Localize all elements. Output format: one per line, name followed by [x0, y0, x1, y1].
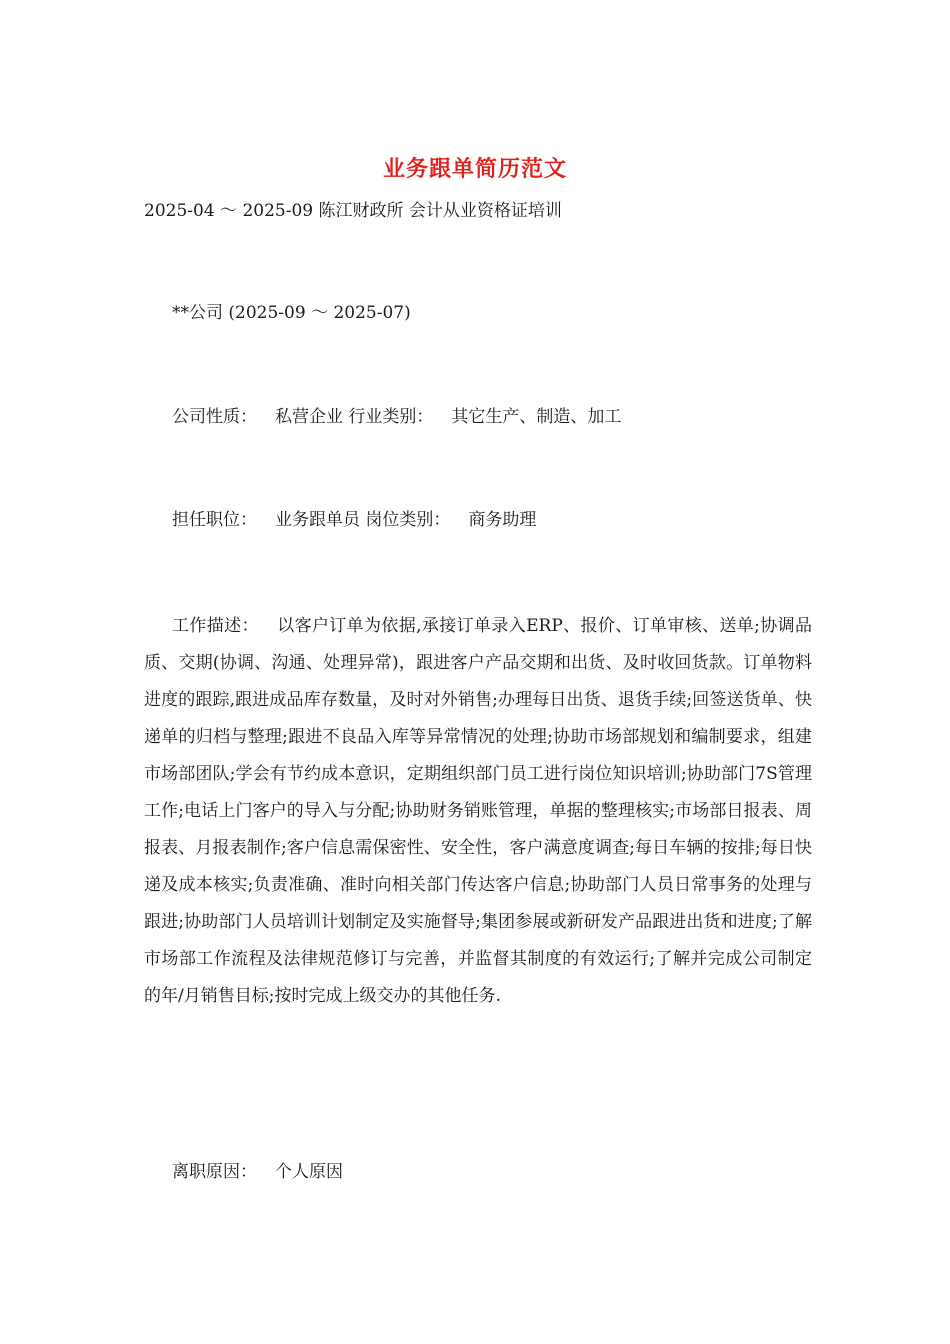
- position-label: 担任职位：: [172, 510, 257, 530]
- position-value: 业务跟单员 岗位类别：: [275, 510, 451, 530]
- work-description-text: 以客户订单为依据,承接订单录入ERP、报价、订单审核、送单;协调品质、交期(协调、沟通、处理异常)，跟进客户产品交期和出货、及时收回货款。订单物料进度的跟踪,跟进成品库存数量，及时对外销售;办理每日出货、退货手续;回签送货单、快递单的归档与整理;跟进不良品入库等异常情况的处理;协助市场部规划和编制要求，组建市场部团队;学会有节约成本意识，定期组织部门员工进行岗位知识培训;协助部门7S管理工作;电话上门客户的导入与分配;协助财务销账管理，单据的整理核实;市场部日报表、周报表、月报表制作;客户信息需保密性、安全性，客户满意度调查;每日车辆的按排;每日快递及成本核实;负责准确、准时向相关部门传达客户信息;协助部门人员日常事务的处理与跟进;协助部门人员培训计划制定及实施督导;集团参展或新研发产品跟进出货和进度;了解市场部工作流程及法律规范修订与完善，并监督其制度的有效运行;了解并完成公司制定的年/月销售目标;按时完成上级交办的其他任务.: [144, 616, 813, 1006]
- work-description-label: 工作描述：: [172, 616, 259, 636]
- company-line: **公司 (2025-09 ～ 2025-07): [172, 303, 411, 323]
- document-title: 业务跟单简历范文: [382, 156, 567, 182]
- leave-reason-label: 离职原因：: [172, 1162, 257, 1182]
- leave-reason-value: 个人原因: [275, 1162, 343, 1182]
- training-line: 2025-04 ～ 2025-09 陈江财政所 会计从业资格证培训: [144, 201, 562, 221]
- leave-reason-line: [172, 1159, 343, 1185]
- company-nature-line: [172, 404, 621, 430]
- company-nature-value: 私营企业 行业类别：: [275, 407, 434, 427]
- work-description: [144, 608, 812, 1015]
- company-nature-label: 公司性质：: [172, 407, 257, 427]
- industry-value: 其它生产、制造、加工: [451, 407, 622, 427]
- position-line: [172, 507, 536, 533]
- position-category-value: 商务助理: [468, 510, 537, 530]
